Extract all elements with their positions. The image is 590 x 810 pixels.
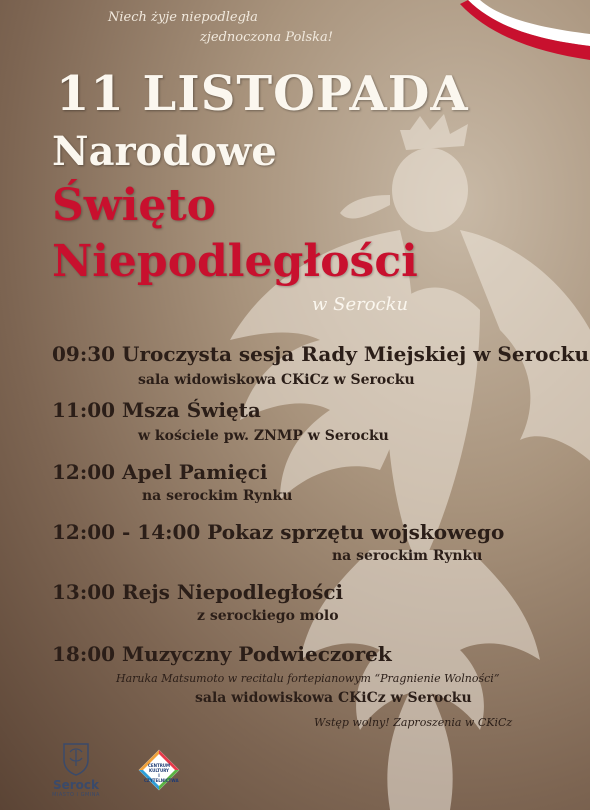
ckicz-line-3: I CZYTELNICTWA [144, 773, 179, 783]
location-subtitle: w Serocku [312, 294, 409, 315]
title-line-2: Święto [52, 180, 217, 231]
serock-logo-name: Serock [52, 778, 100, 792]
event-time-title: 11:00 Msza Święta [52, 398, 261, 422]
ckicz-logo-text [144, 763, 179, 783]
title-line-1: Narodowe [52, 128, 277, 175]
ckicz-logo [137, 748, 181, 792]
motto [108, 8, 368, 48]
motto-line-2: zjednoczona Polska! [200, 30, 334, 45]
flag-ribbon-icon [460, 0, 590, 70]
date-heading: 11 LISTOPADA [56, 66, 469, 122]
event-venue: sala widowiskowa CKiCz w Serocku [195, 690, 472, 706]
ckicz-line-2: KULTURY [149, 768, 169, 773]
motto-line-1: Niech żyje niepodległa [108, 10, 258, 25]
serock-crest-icon [62, 742, 90, 776]
event-time-title: 12:00 Apel Pamięci [52, 460, 268, 484]
event-venue: na serockim Rynku [332, 548, 483, 564]
event-admission-note: Wstęp wolny! Zaproszenia w CKiCz [314, 716, 513, 729]
title-line-3: Niepodległości [52, 236, 418, 287]
event-venue: sala widowiskowa CKiCz w Serocku [138, 372, 415, 388]
event-performer-note: Haruka Matsumoto w recitalu fortepianowym “Pragnienie Wolności” [116, 672, 500, 685]
event-time-title: 09:30 Uroczysta sesja Rady Miejskiej w Serocku [52, 342, 590, 366]
event-venue: na serockim Rynku [142, 488, 293, 504]
event-time-title: 12:00 - 14:00 Pokaz sprzętu wojskowego [52, 520, 505, 544]
event-time-title: 18:00 Muzyczny Podwieczorek [52, 642, 392, 666]
serock-logo-tagline: MIASTO I GMINA [52, 792, 100, 798]
ckicz-line-1: CENTRUM [147, 763, 171, 768]
event-venue: w kościele pw. ZNMP w Serocku [138, 428, 389, 444]
event-venue: z serockiego molo [197, 608, 339, 624]
serock-logo [46, 742, 106, 798]
event-time-title: 13:00 Rejs Niepodległości [52, 580, 344, 604]
